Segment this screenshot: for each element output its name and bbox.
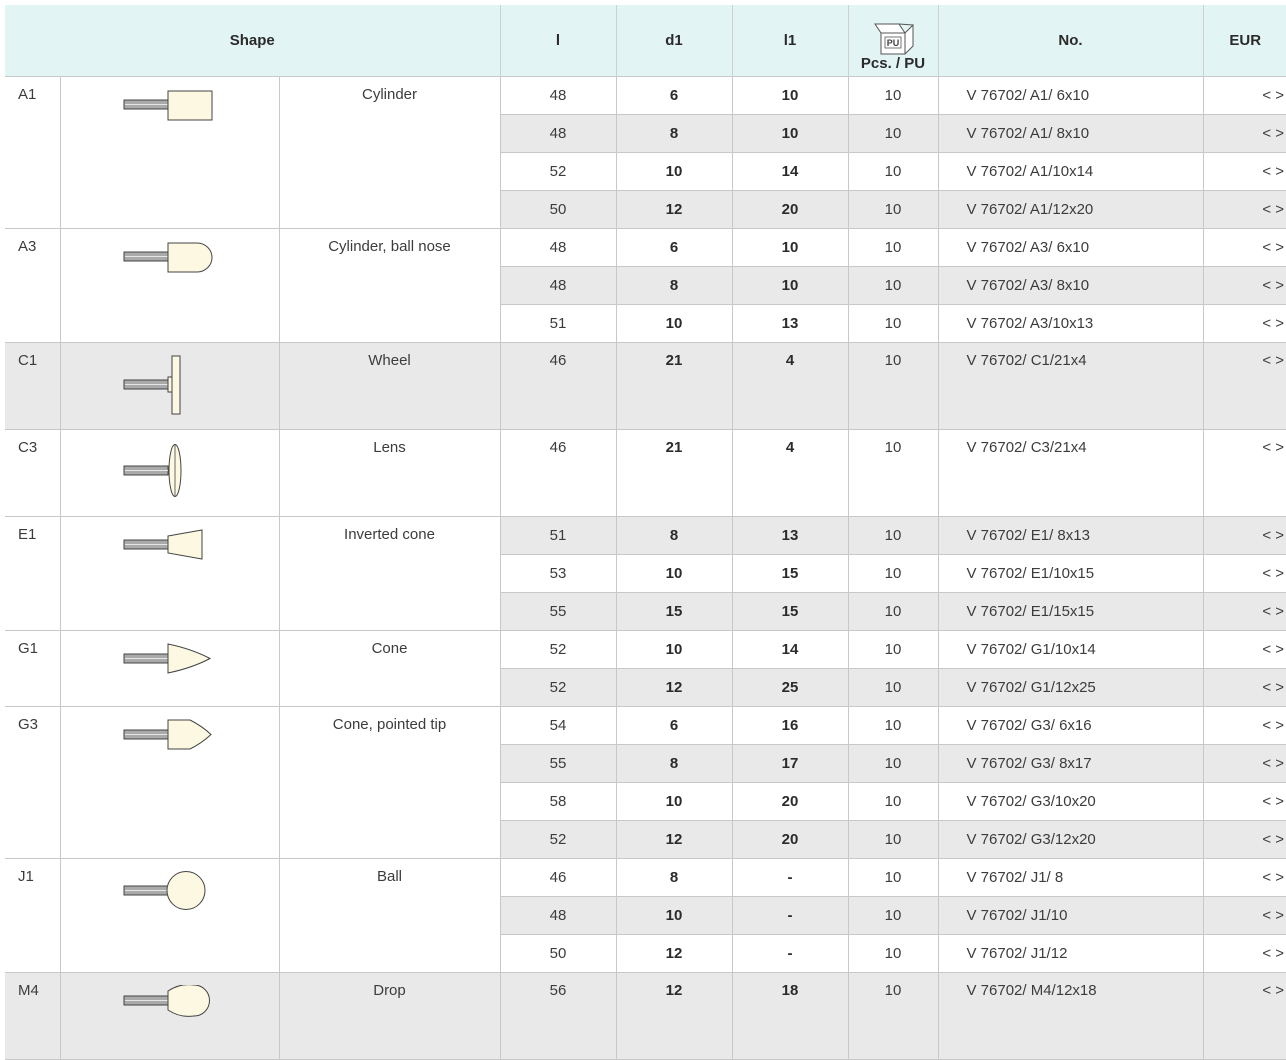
cell-d1: 8 [616,267,732,305]
header-row [5,5,1286,77]
wheel-icon [122,355,218,415]
cell-l1: 16 [732,707,848,745]
cell-l1: 14 [732,153,848,191]
cell-l1: - [732,897,848,935]
cell-eur: < > [1203,555,1286,593]
cell-eur: < > [1203,267,1286,305]
cell-l1: - [732,935,848,973]
cell-pcs-per-pu: 10 [848,783,938,821]
shape-sketch [60,707,279,859]
cell-pcs-per-pu: 10 [848,115,938,153]
shape-sketch [60,343,279,430]
cell-l: 51 [500,517,616,555]
cell-pcs-per-pu: 10 [848,343,938,430]
cell-l1: 4 [732,343,848,430]
cell-d1: 8 [616,859,732,897]
drop-icon [122,985,218,1017]
cell-l: 52 [500,153,616,191]
cell-d1: 21 [616,343,732,430]
cell-l: 46 [500,430,616,517]
cell-pcs-per-pu: 10 [848,745,938,783]
cell-article-no: V 76702/ A1/ 6x10 [938,77,1203,115]
cell-eur: < > [1203,631,1286,669]
cell-pcs-per-pu: 10 [848,305,938,343]
cell-eur: < > [1203,343,1286,430]
cell-l: 46 [500,859,616,897]
cone-icon [122,643,218,675]
pu-box-icon [869,20,917,56]
pcs-per-pu-label: Pcs. / PU [860,55,926,72]
cell-article-no: V 76702/ C1/21x4 [938,343,1203,430]
cell-l1: 15 [732,593,848,631]
table-row [5,859,1286,897]
cell-l: 48 [500,115,616,153]
cell-eur: < > [1203,973,1286,1060]
cell-article-no: V 76702/ A3/ 6x10 [938,229,1203,267]
cell-d1: 8 [616,115,732,153]
cell-eur: < > [1203,669,1286,707]
cell-l: 56 [500,973,616,1060]
cell-l1: 20 [732,191,848,229]
cell-article-no: V 76702/ C3/21x4 [938,430,1203,517]
cell-pcs-per-pu: 10 [848,973,938,1060]
cell-pcs-per-pu: 10 [848,517,938,555]
shape-name: Wheel [279,343,500,430]
cell-d1: 6 [616,229,732,267]
cell-l1: 13 [732,517,848,555]
cell-eur: < > [1203,897,1286,935]
cell-d1: 12 [616,973,732,1060]
cell-pcs-per-pu: 10 [848,555,938,593]
cylinder-icon [122,89,218,121]
shape-code: C1 [5,343,60,430]
cell-d1: 8 [616,745,732,783]
cell-d1: 12 [616,669,732,707]
cell-l: 53 [500,555,616,593]
table-row [5,77,1286,115]
cell-article-no: V 76702/ A3/10x13 [938,305,1203,343]
table-row [5,430,1286,517]
cell-pcs-per-pu: 10 [848,631,938,669]
shape-name: Cylinder, ball nose [279,229,500,343]
cell-d1: 10 [616,631,732,669]
cell-l1: 20 [732,783,848,821]
cell-article-no: V 76702/ M4/12x18 [938,973,1203,1060]
cell-eur: < > [1203,229,1286,267]
cell-pcs-per-pu: 10 [848,859,938,897]
shape-sketch [60,517,279,631]
cell-article-no: V 76702/ A3/ 8x10 [938,267,1203,305]
inverted-cone-icon [122,529,218,561]
cell-d1: 10 [616,555,732,593]
cell-eur: < > [1203,859,1286,897]
cell-article-no: V 76702/ E1/10x15 [938,555,1203,593]
cell-article-no: V 76702/ G3/10x20 [938,783,1203,821]
cell-l: 48 [500,897,616,935]
table-row [5,973,1286,1060]
cell-l: 52 [500,821,616,859]
header-d1: d1 [616,5,732,77]
cell-pcs-per-pu: 10 [848,191,938,229]
cone-pointed-tip-icon [122,719,218,751]
cell-d1: 15 [616,593,732,631]
cell-article-no: V 76702/ G1/10x14 [938,631,1203,669]
cell-pcs-per-pu: 10 [848,77,938,115]
header-shape: Shape [5,5,500,77]
table-row [5,517,1286,555]
cylinder-ball-nose-icon [122,241,218,273]
cell-article-no: V 76702/ J1/ 8 [938,859,1203,897]
shape-name: Cylinder [279,77,500,229]
cell-pcs-per-pu: 10 [848,935,938,973]
cell-article-no: V 76702/ E1/15x15 [938,593,1203,631]
cell-eur: < > [1203,153,1286,191]
shape-sketch [60,859,279,973]
cell-l1: 13 [732,305,848,343]
header-l: l [500,5,616,77]
cell-d1: 6 [616,707,732,745]
cell-l: 50 [500,191,616,229]
cell-d1: 21 [616,430,732,517]
cell-eur: < > [1203,77,1286,115]
cell-pcs-per-pu: 10 [848,897,938,935]
cell-d1: 8 [616,517,732,555]
cell-article-no: V 76702/ G1/12x25 [938,669,1203,707]
cell-d1: 10 [616,153,732,191]
cell-l: 55 [500,593,616,631]
pu-box-label: PU [886,38,900,48]
shape-name: Cone [279,631,500,707]
shape-code: G3 [5,707,60,859]
cell-l: 52 [500,631,616,669]
cell-l1: 17 [732,745,848,783]
shape-code: J1 [5,859,60,973]
shape-name: Lens [279,430,500,517]
cell-d1: 10 [616,783,732,821]
shape-name: Drop [279,973,500,1060]
table-row [5,343,1286,430]
shape-sketch [60,77,279,229]
cell-d1: 12 [616,191,732,229]
table-row [5,707,1286,745]
shape-code: G1 [5,631,60,707]
shape-code: A3 [5,229,60,343]
cell-article-no: V 76702/ J1/12 [938,935,1203,973]
cell-pcs-per-pu: 10 [848,669,938,707]
lens-icon [122,442,218,500]
cell-pcs-per-pu: 10 [848,593,938,631]
cell-article-no: V 76702/ J1/10 [938,897,1203,935]
cell-d1: 10 [616,305,732,343]
shape-sketch [60,430,279,517]
cell-l: 58 [500,783,616,821]
cell-article-no: V 76702/ G3/ 8x17 [938,745,1203,783]
cell-l1: 20 [732,821,848,859]
cell-l1: 25 [732,669,848,707]
cell-eur: < > [1203,935,1286,973]
shape-code: M4 [5,973,60,1060]
cell-l1: 10 [732,229,848,267]
cell-article-no: V 76702/ E1/ 8x13 [938,517,1203,555]
product-table [5,5,1286,1060]
cell-l: 48 [500,77,616,115]
cell-pcs-per-pu: 10 [848,430,938,517]
ball-icon [122,871,218,911]
cell-l1: 15 [732,555,848,593]
cell-d1: 12 [616,821,732,859]
shape-code: A1 [5,77,60,229]
cell-eur: < > [1203,745,1286,783]
cell-eur: < > [1203,821,1286,859]
cell-l: 48 [500,229,616,267]
cell-eur: < > [1203,115,1286,153]
shape-name: Ball [279,859,500,973]
shape-code: C3 [5,430,60,517]
cell-l1: 4 [732,430,848,517]
cell-pcs-per-pu: 10 [848,821,938,859]
shape-code: E1 [5,517,60,631]
cell-eur: < > [1203,430,1286,517]
cell-l1: 10 [732,77,848,115]
cell-l: 55 [500,745,616,783]
cell-eur: < > [1203,517,1286,555]
cell-l1: 10 [732,267,848,305]
cell-l1: 14 [732,631,848,669]
shape-sketch [60,631,279,707]
cell-pcs-per-pu: 10 [848,707,938,745]
shape-name: Cone, pointed tip [279,707,500,859]
cell-l: 50 [500,935,616,973]
cell-l: 52 [500,669,616,707]
cell-article-no: V 76702/ A1/12x20 [938,191,1203,229]
table-row [5,229,1286,267]
cell-pcs-per-pu: 10 [848,267,938,305]
cell-l1: - [732,859,848,897]
header-pcs-per-pu [848,5,938,77]
cell-eur: < > [1203,783,1286,821]
shape-sketch [60,973,279,1060]
cell-article-no: V 76702/ G3/12x20 [938,821,1203,859]
cell-l: 51 [500,305,616,343]
cell-article-no: V 76702/ G3/ 6x16 [938,707,1203,745]
cell-article-no: V 76702/ A1/10x14 [938,153,1203,191]
cell-eur: < > [1203,191,1286,229]
cell-article-no: V 76702/ A1/ 8x10 [938,115,1203,153]
cell-pcs-per-pu: 10 [848,229,938,267]
cell-l: 54 [500,707,616,745]
cell-l: 48 [500,267,616,305]
cell-eur: < > [1203,593,1286,631]
header-no: No. [938,5,1203,77]
cell-d1: 12 [616,935,732,973]
header-l1: l1 [732,5,848,77]
cell-l1: 18 [732,973,848,1060]
cell-eur: < > [1203,707,1286,745]
cell-d1: 10 [616,897,732,935]
table-row [5,631,1286,669]
cell-d1: 6 [616,77,732,115]
shape-sketch [60,229,279,343]
cell-eur: < > [1203,305,1286,343]
shape-name: Inverted cone [279,517,500,631]
header-eur: EUR [1203,5,1286,77]
cell-l1: 10 [732,115,848,153]
cell-l: 46 [500,343,616,430]
cell-pcs-per-pu: 10 [848,153,938,191]
